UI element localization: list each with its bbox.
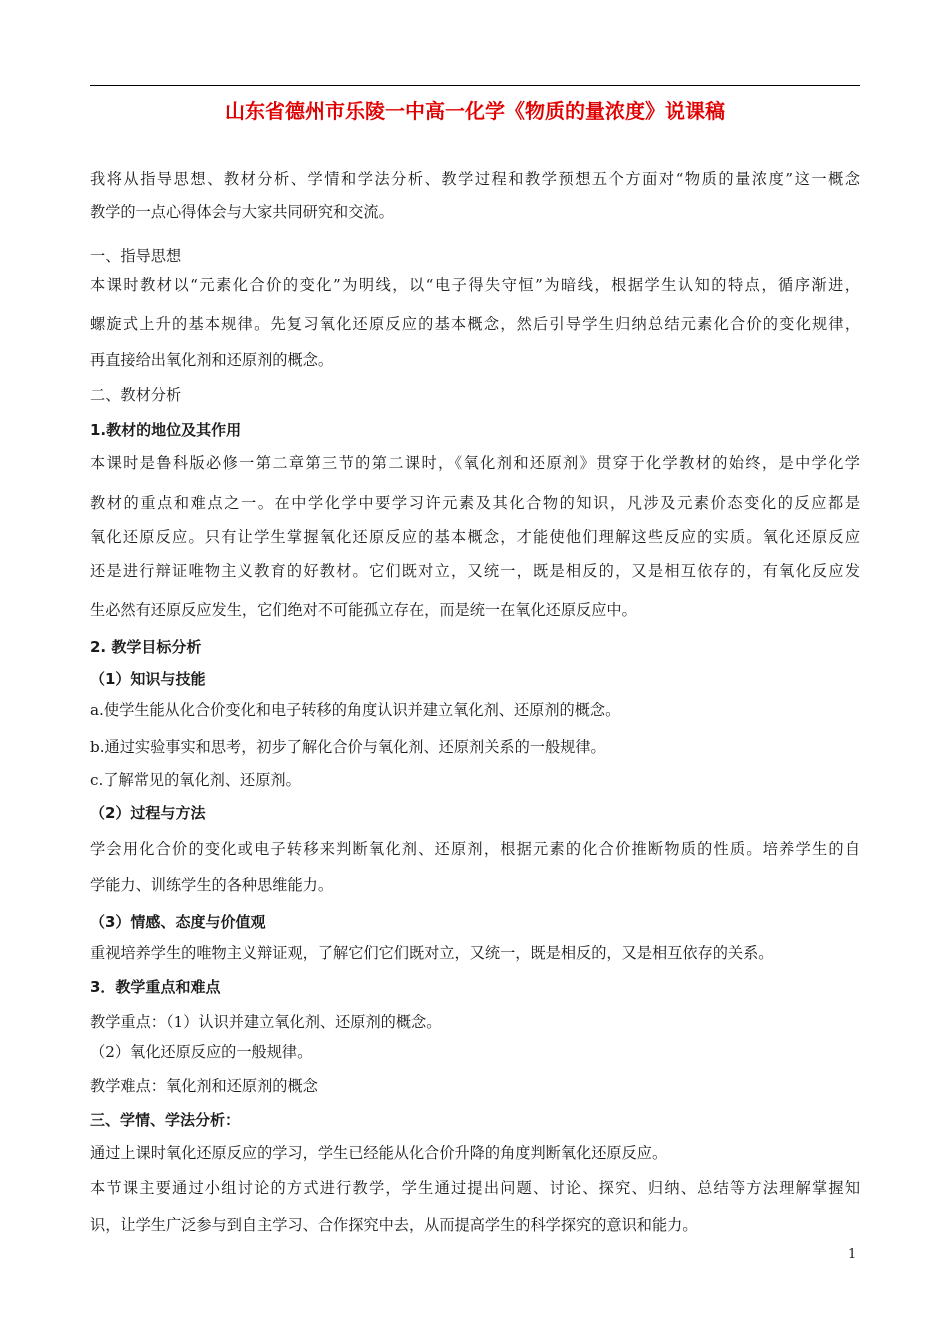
paragraph-line: 本课时教材以“元素化合价的变化”为明线，以“电子得失守恒”为暗线，根据学生认知的特点，循序渐进， (90, 276, 860, 294)
paragraph-line: 教学重点：（1）认识并建立氧化剂、还原剂的概念。 (90, 1013, 442, 1031)
paragraph-line: 还是进行辩证唯物主义教育的好教材。它们既对立，又统一，既是相反的，又是相互依存的，有氧化反应发 (90, 562, 860, 580)
paragraph-line: 教学难点：氧化剂和还原剂的概念 (90, 1077, 318, 1095)
header-rule (90, 85, 860, 86)
paragraph-line: 识，让学生广泛参与到自主学习、合作探究中去，从而提高学生的科学探究的意识和能力。 (90, 1216, 698, 1234)
section-heading: 3．教学重点和难点 (90, 978, 221, 996)
paragraph-line: 氧化还原反应。只有让学生掌握氧化还原反应的基本概念，才能使他们理解这些反应的实质。氧化还原反应 (90, 528, 860, 546)
section-heading: 2. 教学目标分析 (90, 638, 202, 656)
paragraph-line: 再直接给出氧化剂和还原剂的概念。 (90, 351, 333, 369)
paragraph-line: 二、教材分析 (90, 386, 182, 404)
section-heading: （3）情感、态度与价值观 (90, 913, 266, 931)
paragraph-line: 螺旋式上升的基本规律。先复习氧化还原反应的基本概念，然后引导学生归纳总结元素化合价的变化规律， (90, 315, 860, 333)
section-heading: （1）知识与技能 (90, 670, 206, 688)
document-title: 山东省德州市乐陵一中高一化学《物质的量浓度》说课稿 (225, 99, 725, 123)
paragraph-line: 本节课主要通过小组讨论的方式进行教学，学生通过提出问题、讨论、探究、归纳、总结等方法理解掌握知 (90, 1179, 860, 1197)
paragraph-line: 教材的重点和难点之一。在中学化学中要学习许元素及其化合物的知识，凡涉及元素价态变化的反应都是 (90, 494, 860, 512)
section-heading: 三、学情、学法分析： (90, 1111, 241, 1129)
paragraph-line: 生必然有还原反应发生，它们绝对不可能孤立存在，而是统一在氧化还原反应中。 (90, 601, 637, 619)
page-number: 1 (848, 1247, 857, 1262)
section-heading: （2）过程与方法 (90, 804, 206, 822)
paragraph-line: 一、指导思想 (90, 247, 182, 265)
paragraph-line: 本课时是鲁科版必修一第二章第三节的第二课时，《氧化剂和还原剂》贯穿于化学教材的始终，是中学化学 (90, 454, 860, 472)
paragraph-line: （2）氧化还原反应的一般规律。 (90, 1043, 313, 1061)
paragraph-line: 教学的一点心得体会与大家共同研究和交流。 (90, 203, 394, 221)
paragraph-line: 通过上课时氧化还原反应的学习，学生已经能从化合价升降的角度判断氧化还原反应。 (90, 1144, 668, 1162)
paragraph-line: 重视培养学生的唯物主义辩证观，了解它们它们既对立，又统一，既是相反的，又是相互依存的关系。 (90, 944, 774, 962)
section-heading: 1.教材的地位及其作用 (90, 421, 242, 439)
paragraph-line: 我将从指导思想、教材分析、学情和学法分析、教学过程和教学预想五个方面对“物质的量浓度”这一概念 (90, 170, 860, 188)
paragraph-line: c.了解常见的氧化剂、还原剂。 (90, 771, 301, 789)
paragraph-line: 学会用化合价的变化或电子转移来判断氧化剂、还原剂，根据元素的化合价推断物质的性质。培养学生的自 (90, 840, 860, 858)
paragraph-line: 学能力、训练学生的各种思维能力。 (90, 876, 333, 894)
paragraph-line: a.使学生能从化合价变化和电子转移的角度认识并建立氧化剂、还原剂的概念。 (90, 701, 621, 719)
paragraph-line: b.通过实验事实和思考，初步了解化合价与氧化剂、还原剂关系的一般规律。 (90, 738, 606, 756)
